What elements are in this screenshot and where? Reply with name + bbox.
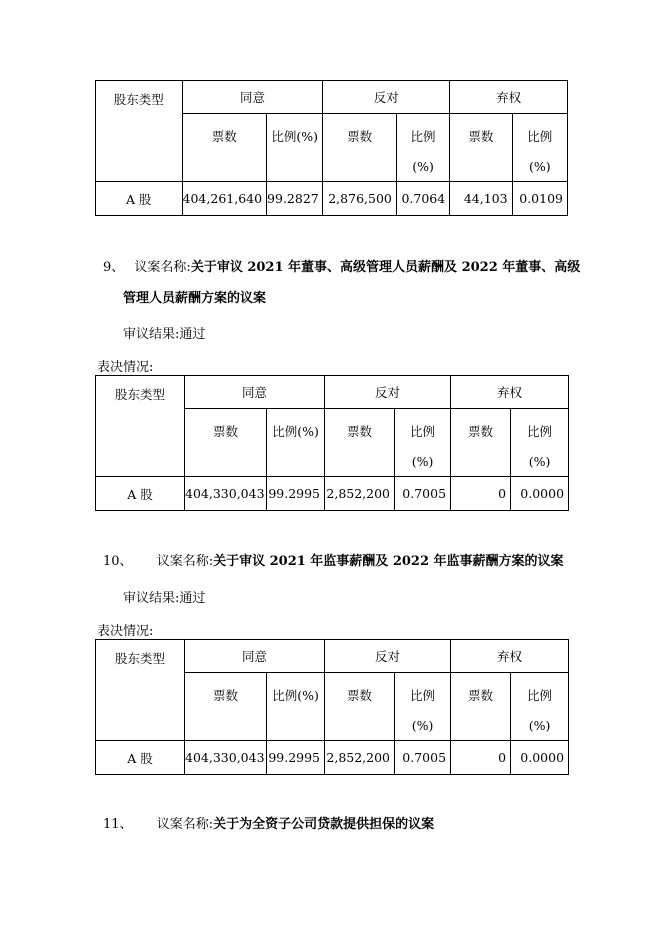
cell-type: A 股 [96, 741, 185, 775]
header-abstain-votes: 票数 [450, 114, 512, 182]
cell-abstain-votes: 44,103 [450, 182, 512, 216]
header-agree: 同意 [185, 640, 325, 673]
cell-agree-votes: 404,330,043 [185, 741, 267, 775]
cell-agree-ratio: 99.2827 [267, 182, 323, 216]
header-oppose-ratio [395, 409, 451, 477]
pct-label: (%) [528, 454, 551, 469]
cell-oppose-votes: 2,852,200 [325, 477, 395, 511]
header-agree-votes: 票数 [185, 673, 267, 741]
item-number: 10、 [103, 554, 133, 569]
header-abstain-ratio [512, 114, 567, 182]
cell-abstain-votes: 0 [451, 477, 511, 511]
pct-label: (%) [412, 159, 434, 174]
item-title-continued: 管理人员薪酬方案的议案 [123, 291, 267, 306]
header-oppose-ratio [396, 114, 449, 182]
header-oppose-votes: 票数 [323, 114, 396, 182]
cell-agree-ratio: 99.2995 [267, 477, 325, 511]
item-label: 议案名称: [134, 260, 191, 275]
pct-label: (%) [528, 159, 551, 174]
header-oppose-votes: 票数 [325, 409, 395, 477]
cell-agree-votes: 404,261,640 [182, 182, 267, 216]
cell-agree-votes: 404,330,043 [185, 477, 267, 511]
item-label: 议案名称: [156, 554, 214, 569]
ratio-label: 比例 [527, 424, 553, 439]
header-abstain-ratio [511, 673, 569, 741]
review-result: 审议结果:通过 [123, 327, 206, 342]
vote-table-3 [95, 639, 569, 775]
cell-oppose-votes: 2,876,500 [323, 182, 396, 216]
pct-label: (%) [411, 718, 434, 733]
cell-abstain-votes: 0 [451, 741, 511, 775]
ratio-label: 比例 [410, 424, 436, 439]
table-row [96, 741, 569, 775]
review-result: 审议结果:通过 [123, 591, 206, 606]
header-agree-votes: 票数 [182, 114, 267, 182]
item-9-heading [103, 256, 580, 275]
cell-oppose-votes: 2,852,200 [325, 741, 395, 775]
vote-table-1 [95, 80, 568, 216]
header-shareholder-type: 股东类型 [96, 640, 185, 741]
item-number: 11、 [103, 817, 133, 832]
cell-agree-ratio: 99.2995 [267, 741, 325, 775]
cell-abstain-ratio: 0.0000 [511, 477, 569, 511]
table-row [96, 477, 569, 511]
header-agree-ratio: 比例(%) [267, 409, 325, 477]
item-11-heading [103, 813, 434, 832]
header-abstain-votes: 票数 [451, 673, 511, 741]
item-10-heading [103, 550, 564, 569]
cell-abstain-ratio: 0.0000 [511, 741, 569, 775]
cell-oppose-ratio: 0.7064 [396, 182, 449, 216]
header-oppose-ratio [395, 673, 451, 741]
header-agree-votes: 票数 [185, 409, 267, 477]
header-oppose: 反对 [323, 81, 450, 114]
item-title: 关于为全资子公司贷款提供担保的议案 [213, 817, 435, 832]
header-agree: 同意 [182, 81, 323, 114]
header-abstain: 弃权 [451, 640, 569, 673]
header-agree-ratio: 比例(%) [267, 114, 323, 182]
header-shareholder-type: 股东类型 [96, 376, 185, 477]
cell-type: A 股 [96, 182, 183, 216]
ratio-label: 比例 [527, 129, 553, 144]
header-abstain: 弃权 [451, 376, 569, 409]
pct-label: (%) [528, 718, 551, 733]
vote-label: 表决情况: [97, 360, 154, 375]
cell-oppose-ratio: 0.7005 [395, 741, 451, 775]
header-agree-ratio: 比例(%) [267, 673, 325, 741]
header-abstain-ratio [511, 409, 569, 477]
cell-oppose-ratio: 0.7005 [395, 477, 451, 511]
header-agree: 同意 [185, 376, 325, 409]
header-oppose: 反对 [325, 640, 451, 673]
header-oppose-votes: 票数 [325, 673, 395, 741]
ratio-label: 比例 [410, 688, 436, 703]
header-oppose: 反对 [325, 376, 451, 409]
cell-type: A 股 [96, 477, 185, 511]
item-label: 议案名称: [156, 817, 214, 832]
vote-table-2 [95, 375, 569, 511]
item-number: 9、 [103, 260, 125, 275]
header-abstain-votes: 票数 [451, 409, 511, 477]
header-shareholder-type: 股东类型 [96, 81, 183, 182]
ratio-label: 比例 [527, 688, 553, 703]
cell-abstain-ratio: 0.0109 [512, 182, 567, 216]
header-abstain: 弃权 [450, 81, 568, 114]
table-row [96, 182, 568, 216]
item-title: 关于审议 2021 年监事薪酬及 2022 年监事薪酬方案的议案 [213, 554, 564, 569]
item-title: 关于审议 2021 年董事、高级管理人员薪酬及 2022 年董事、高级 [190, 260, 581, 275]
ratio-label: 比例 [410, 129, 436, 144]
vote-label: 表决情况: [97, 624, 154, 639]
pct-label: (%) [411, 454, 434, 469]
